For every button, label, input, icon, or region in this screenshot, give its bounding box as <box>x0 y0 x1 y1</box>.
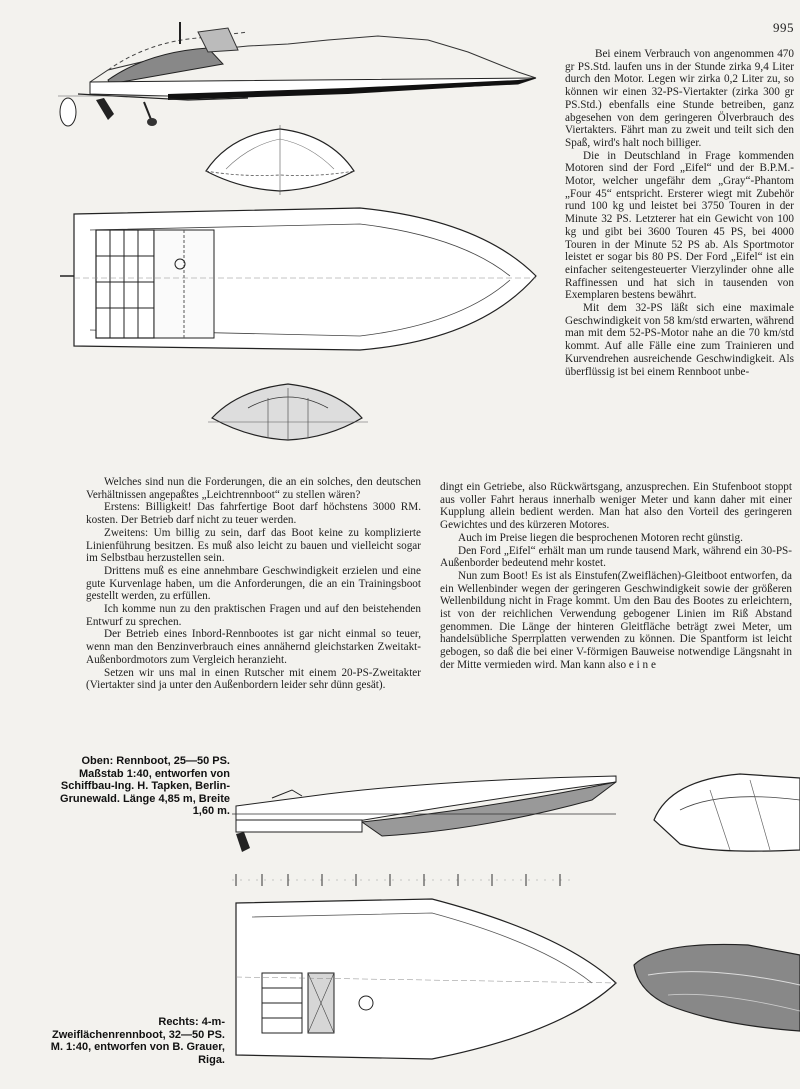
paragraph: Nun zum Boot! Es ist als Einstufen(Zweiflächen)-Gleitboot entworfen, da ein Wellenbinder wegen der geringeren Geschwindigkeit sowie der größeren Wellenbildung nicht in Frage kommt. Um den Bau des Bootes zu erleichtern, ist von der reichlichen Verwendung gebogener Linien im Riß Abstand genommen. Die Länge der hinteren Gleitfläche beträgt zwei Meter, um handelsübliche Sperrplatten verwenden zu können. Die Spantform ist leicht gebogen, so daß die bei einer V-förmigen Bauweise notwendige Längsnaht in der Mitte vermieden wird. Man kann also e i n e <box>440 569 792 671</box>
figure-caption-bottom: Rechts: 4-m-Zweiflächenrennboot, 32—50 PS. M. 1:40, entworfen von B. Grauer, Riga. <box>50 1016 225 1066</box>
boat-perspective-sketch <box>208 378 368 448</box>
paragraph: Mit dem 32-PS läßt sich eine maximale Geschwindigkeit von 58 km/std erwarten, während man mit dem 52-PS-Motor nahe an die 70 km/std kommt. Auf alle Fälle eine zum Trainieren und Kurvendrehen ausreichende Geschwindigkeit. Als überflüssig ist bei einem Rennboot unbe- <box>565 302 794 378</box>
paragraph: Ich komme nun zu den praktischen Fragen und auf den beistehenden Entwurf zu sprechen. <box>86 603 421 628</box>
second-boat-side-profile-drawing <box>232 770 622 860</box>
paragraph: Den Ford „Eifel“ erhält man um runde tausend Mark, während ein 30-PS-Außenborder bedeutend mehr kostet. <box>440 544 792 570</box>
boat-cross-section-drawing <box>200 125 360 195</box>
station-marks-ruler <box>232 872 592 888</box>
paragraph: Zweitens: Um billig zu sein, darf das Boot keine zu komplizierte Linienführung besitzen. Es muß also leicht zu bauen und vielleicht sogar im Selbstbau herzustellen sein. <box>86 526 421 565</box>
paragraph: Setzen wir uns mal in einen Rutscher mit einem 20-PS-Zweitakter (Viertakter sind ja unter den Außenbordern leider sehr dünn gesät). <box>86 666 421 692</box>
article-text-left <box>86 476 421 692</box>
second-boat-cross-section-sketch <box>650 770 800 855</box>
paragraph: Der Betrieb eines Inbord-Rennbootes ist gar nicht einmal so teuer, wenn man den Benzinverbrauch eines annähernd gleichstarken Zweitakt-Außenbordmotors zum Vergleich heranzieht. <box>86 628 421 666</box>
paragraph: Die in Deutschland in Frage kommenden Motoren sind der Ford „Eifel“ und der B.P.M.-Motor, welcher ungefähr dem „Gray“-Phantom „Four 45“ entspricht. Ersterer wiegt mit Zubehör rund 100 kg und leistet bei 3750 Touren in der Minute 32 PS. Letzterer hat ein Gewicht von 100 kg und gibt bei 3600 Touren 45 PS, bei 4000 Touren in der Minute 52 PS ab. Als Sportmotor leistet er sogar bis 80 PS. Der Ford „Eifel“ ist ein einfacher seitengesteuerter Vierzylinder ohne alle Raffinessen und hat sich in tausenden von Exemplaren bestens bewährt. <box>565 149 794 302</box>
second-boat-deck-plan-drawing <box>232 893 622 1063</box>
paragraph: Welches sind nun die Forderungen, die an ein solches, den deutschen Verhältnissen angepaßtes „Leichtrennboot“ zu stellen wären? <box>86 476 421 501</box>
boat-side-profile-drawing <box>48 22 548 132</box>
second-boat-hull-perspective-sketch <box>628 935 800 1035</box>
paragraph: Erstens: Billigkeit! Das fahrfertige Boot darf höchstens 3000 RM. kosten. Der Betrieb darf nicht zu teuer werden. <box>86 501 421 527</box>
paragraph: Drittens muß es eine annehmbare Geschwindigkeit erzielen und eine gute Kurvenlage haben, um die Anforderungen, die an ein Trainingsboot gestellt werden, zu erfüllen. <box>86 564 421 603</box>
figure-caption-top: Oben: Rennboot, 25—50 PS. Maßstab 1:40, entworfen von Schiffbau-Ing. H. Tapken, Berlin-Grunewald. Länge 4,85 m, Breite 1,60 m. <box>60 755 230 818</box>
page-number: 995 <box>773 20 794 35</box>
paragraph: Bei einem Verbrauch von angenommen 470 gr PS.Std. laufen uns in der Stunde zirka 9,4 Liter durch den Motor. Legen wir zirka 0,2 Liter zu, so können wir einen 32-PS-Viertakter (zirka 300 gr PS.Std.) ebenfalls eine Stunde betreiben, ganz abgesehen von dem geringeren Ölverbrauch des Viertakters. Fährt man zu zweit und teilt sich den Spaß, wird's halt noch billiger. <box>565 48 794 149</box>
boat-deck-plan-drawing <box>60 200 550 360</box>
article-text-right-top <box>565 48 794 378</box>
article-text-right-bottom <box>440 481 792 672</box>
paragraph: Auch im Preise liegen die besprochenen Motoren recht günstig. <box>458 531 743 544</box>
paragraph: dingt ein Getriebe, also Rückwärtsgang, anzusprechen. Ein Stufenboot stoppt aus voller Fahrt heraus innerhalb weniger Meter und kann daher mit einer Kupplung allein bedient werden. Man hat also den Vorteil des geringeren Gewichtes und des kürzeren Motores. <box>440 481 792 532</box>
